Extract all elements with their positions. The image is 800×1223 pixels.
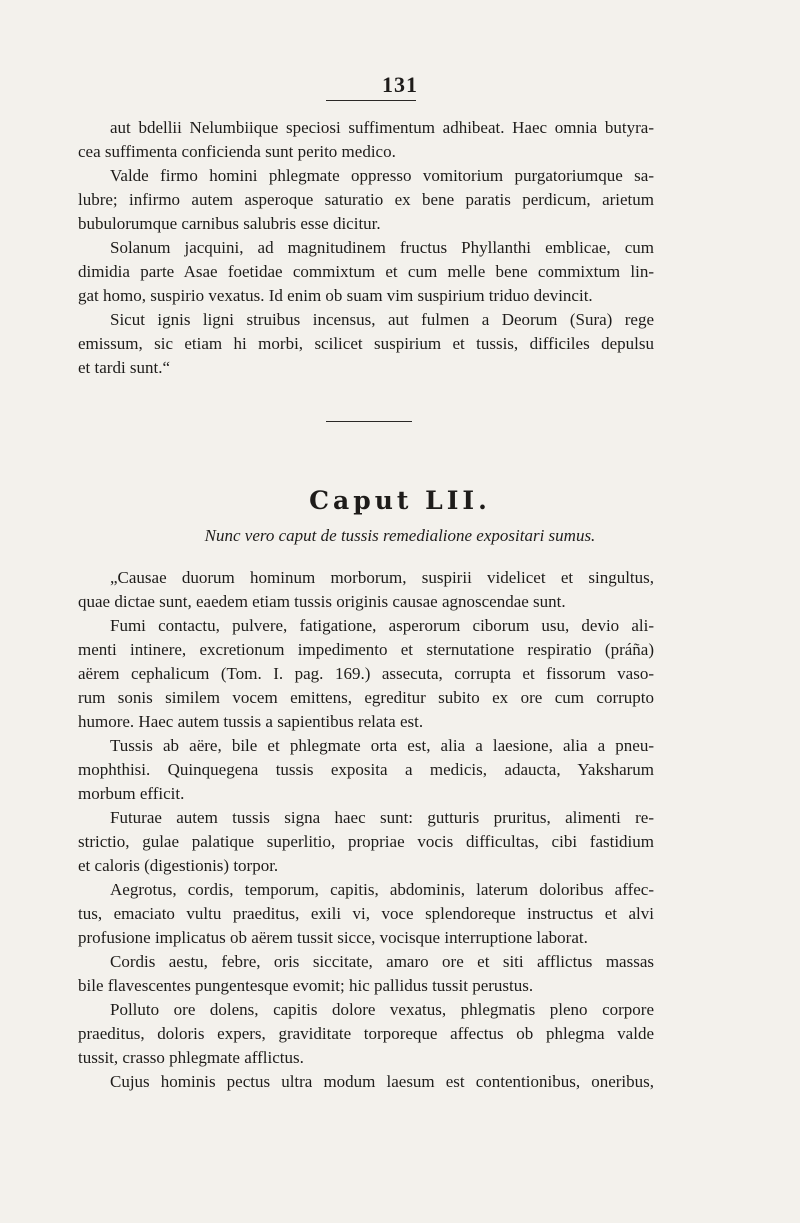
chapter-heading: Caput LII. (309, 486, 491, 515)
text-line: bubulorumque carnibus salubris esse dicitur. (78, 214, 381, 233)
paragraph (78, 878, 654, 950)
page-number: 131 (382, 72, 418, 97)
paragraph (78, 734, 654, 806)
text-line: morbum efficit. (78, 784, 185, 803)
text-line: Cujus hominis pectus ultra modum laesum est contentionibus, oneribus, (110, 1072, 654, 1091)
text-line: Tussis ab aëre, bile et phlegmate orta est, alia a laesione, alia a pneu- (110, 736, 654, 755)
text-line: tus, emaciato vultu praeditus, exili vi, voce splendoreque instructus et alvi (78, 904, 654, 923)
paragraph (78, 566, 654, 614)
text-line: aërem cephalicum (Tom. I. pag. 169.) assecuta, corrupta et fissorum vaso- (78, 664, 654, 683)
text-line: cea suffimenta conficienda sunt perito medico. (78, 142, 396, 161)
text-line: menti intinere, excretionum impedimento et sternutatione respiratio (práña) (78, 640, 654, 659)
paragraph (78, 116, 654, 164)
text-line: gat homo, suspirio vexatus. Id enim ob suam vim suspirium triduo devincit. (78, 286, 593, 305)
paragraph (78, 308, 654, 380)
text-line: dimidia parte Asae foetidae commixtum et cum melle bene commixtum lin- (78, 262, 654, 281)
text-line: Aegrotus, cordis, temporum, capitis, abdominis, laterum doloribus affec- (110, 880, 654, 899)
text-line: rum sonis similem vocem emittens, egreditur subito ex ore cum corrupto (78, 688, 654, 707)
text-block-top (78, 116, 654, 380)
page-number-rule (326, 100, 416, 101)
text-line: „Causae duorum hominum morborum, suspirii videlicet et singultus, (110, 568, 654, 587)
paragraph (78, 614, 654, 734)
text-line: quae dictae sunt, eaedem etiam tussis originis causae agnoscendae sunt. (78, 592, 566, 611)
text-line: Polluto ore dolens, capitis dolore vexatus, phlegmatis pleno corpore (110, 1000, 654, 1019)
text-line: Cordis aestu, febre, oris siccitate, amaro ore et siti afflictus massas (110, 952, 654, 971)
paragraph (78, 998, 654, 1070)
text-line: lubre; infirmo autem asperoque saturatio ex bene paratis perdicum, arietum (78, 190, 654, 209)
paragraph (78, 164, 654, 236)
text-line: humore. Haec autem tussis a sapientibus relata est. (78, 712, 424, 731)
text-line: bile flavescentes pungentesque evomit; hic pallidus tussit perustus. (78, 976, 534, 995)
text-block-bottom (78, 566, 654, 1094)
text-line: Sicut ignis ligni struibus incensus, aut fulmen a Deorum (Sura) rege (110, 310, 654, 329)
text-line: profusione implicatus ob aërem tussit sicce, vocisque interruptione laborat. (78, 928, 588, 947)
text-line: strictio, gulae palatique superlitio, propriae vocis difficultas, cibi fastidium (78, 832, 654, 851)
chapter-subtitle: Nunc vero caput de tussis remedialione expositari sumus. (204, 526, 596, 545)
text-line: tussit, crasso phlegmate afflictus. (78, 1048, 304, 1067)
paragraph (78, 950, 654, 998)
text-line: et tardi sunt.“ (78, 358, 171, 377)
text-line: praeditus, doloris expers, graviditate torporeque affectus ob phlegma valde (78, 1024, 654, 1043)
text-line: et caloris (digestionis) torpor. (78, 856, 279, 875)
text-line: aut bdellii Nelumbiique speciosi suffimentum adhibeat. Haec omnia butyra- (110, 118, 654, 137)
paragraph (78, 1070, 654, 1094)
text-line: Fumi contactu, pulvere, fatigatione, asperorum ciborum usu, devio ali- (110, 616, 654, 635)
text-line: emissum, sic etiam hi morbi, scilicet suspirium et tussis, difficiles depulsu (78, 334, 654, 353)
text-line: mophthisi. Quinquegena tussis exposita a medicis, adaucta, Yaksharum (78, 760, 654, 779)
text-line: Valde firmo homini phlegmate oppresso vomitorium purgatoriumque sa- (110, 166, 654, 185)
section-separator (326, 421, 412, 422)
text-line: Solanum jacquini, ad magnitudinem fructus Phyllanthi emblicae, cum (110, 238, 654, 257)
paragraph (78, 806, 654, 878)
text-line: Futurae autem tussis signa haec sunt: gutturis pruritus, alimenti re- (110, 808, 654, 827)
paragraph (78, 236, 654, 308)
